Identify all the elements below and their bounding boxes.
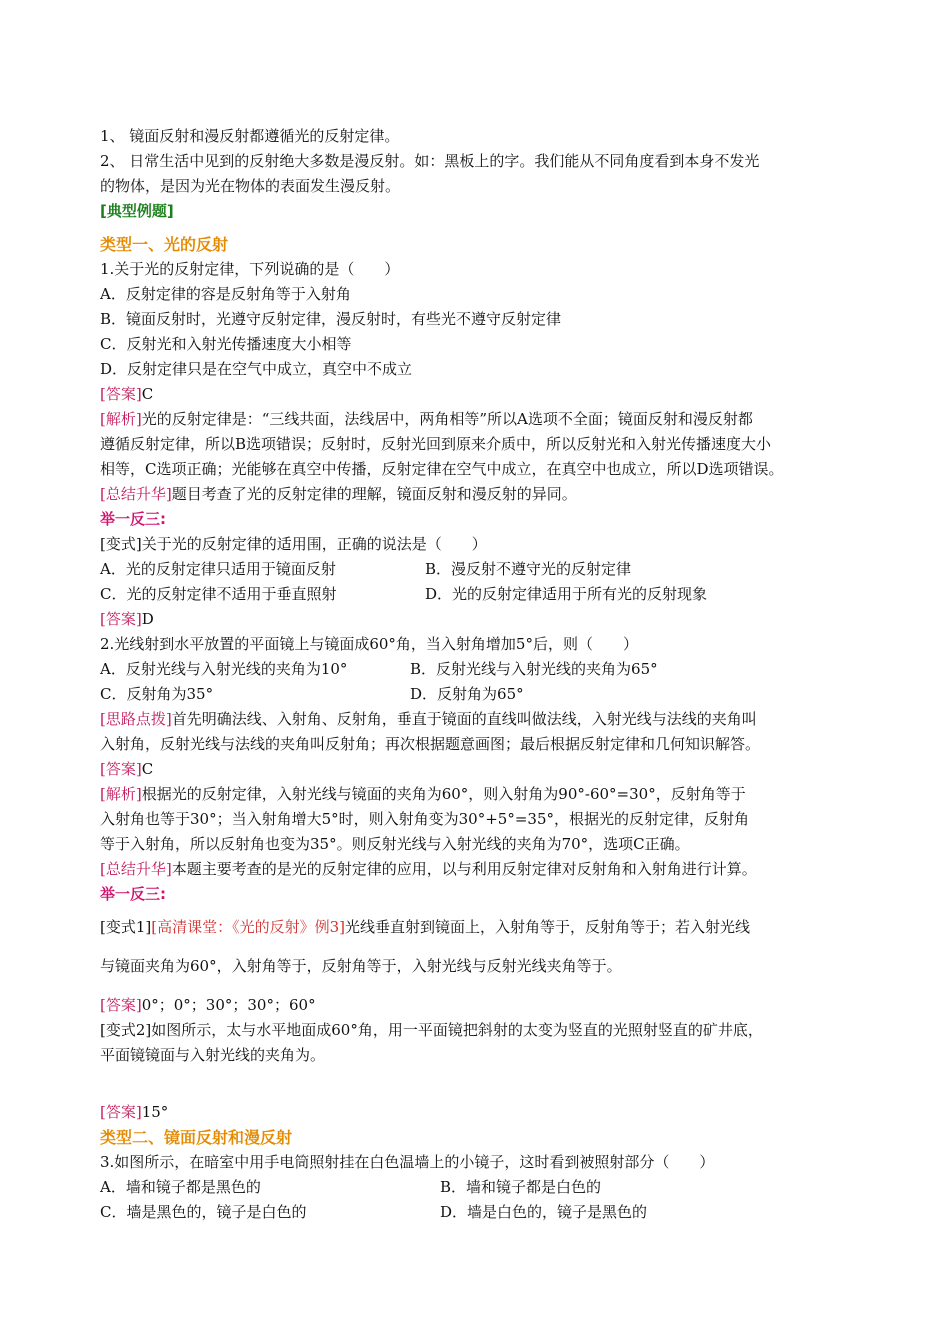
q3-stem: 3.如图所示，在暗室中用手电筒照射挂在白色温墙上的小镜子，这时看到被照射部分（ ） xyxy=(100,1153,715,1171)
q1-answer xyxy=(100,382,860,407)
q2-option-b: B．反射光线与入射光线的夹角为65° xyxy=(410,660,658,678)
q1-analysis-line-1 xyxy=(100,407,860,432)
answer-tag: [答案] xyxy=(100,1103,142,1121)
v1-options-cd xyxy=(100,582,860,607)
variant-tag: [变式1] xyxy=(100,918,152,936)
q1-option-d: D．反射定律只是在空气中成立，真空中不成立 xyxy=(100,360,413,378)
analysis-text: 光的反射定律是：“三线共面，法线居中，两角相等”所以A选项不全面；镜面反射和漫反射都 xyxy=(141,410,753,428)
practice-heading-1: 举一反三: xyxy=(100,510,166,528)
v1-option-a: A．光的反射定律只适用于镜面反射 xyxy=(100,560,336,578)
v1-option-c: C．光的反射定律不适用于垂直照射 xyxy=(100,585,337,603)
intro-point-2-line-1: 2、 日常生活中见到的反射绝大多数是漫反射。如：黑板上的字。我们能从不同角度看到本身不发光 xyxy=(100,152,760,170)
q1-option-b: B．镜面反射时，光遵守反射定律，漫反射时，有些光不遵守反射定律 xyxy=(100,310,562,328)
summary-tag: [总结升华] xyxy=(100,485,172,503)
q3-option-c: C．墙是黑色的，镜子是白色的 xyxy=(100,1203,307,1221)
q1-option-c: C．反射光和入射光传播速度大小相等 xyxy=(100,335,352,353)
v1-answer xyxy=(100,607,860,632)
v2-line-1 xyxy=(100,915,860,940)
v1-options-ab xyxy=(100,557,860,582)
document-page xyxy=(100,124,860,1225)
q1-analysis-line-3: 相等，C选项正确；光能够在真空中传播，反射定律在空气中成立，在真空中也成立，所以D选项错误。 xyxy=(100,460,784,478)
q1-stem: 1.关于光的反射定律，下列说确的是（ ） xyxy=(100,260,400,278)
summary-tag: [总结升华] xyxy=(100,860,172,878)
answer-tag: [答案] xyxy=(100,760,142,778)
q3-option-d: D．墙是白色的，镜子是黑色的 xyxy=(440,1203,648,1221)
answer-tag: [答案] xyxy=(100,610,142,628)
intro-point-2-line-2: 的物体，是因为光在物体的表面发生漫反射。 xyxy=(100,177,401,195)
answer-tag: [答案] xyxy=(100,996,142,1014)
q3-options-ab xyxy=(100,1175,860,1200)
hint-tag: [思路点拨] xyxy=(100,710,172,728)
q2-options-cd xyxy=(100,682,860,707)
q2-stem: 2.光线射到水平放置的平面镜上与镜面成60°角，当入射角增加5°后，则（ ） xyxy=(100,635,638,653)
v3-line-2: 平面镜镜面与入射光线的夹角为。 xyxy=(100,1046,326,1064)
q3-options-cd xyxy=(100,1200,860,1225)
q3-option-b: B．墙和镜子都是白色的 xyxy=(440,1178,602,1196)
section-heading-examples: [典型例题] xyxy=(100,202,174,220)
q2-summary xyxy=(100,857,860,882)
v1-option-b: B．漫反射不遵守光的反射定律 xyxy=(425,560,632,578)
v2-line-2: 与镜面夹角为60°，入射角等于，反射角等于，入射光线与反射光线夹角等于。 xyxy=(100,957,622,975)
v2-answer xyxy=(100,993,860,1018)
q2-option-d: D．反射角为65° xyxy=(410,685,524,703)
v2-text: 光线垂直射到镜面上，入射角等于，反射角等于；若入射光线 xyxy=(345,918,751,936)
type2-heading: 类型二、镜面反射和漫反射 xyxy=(100,1128,293,1147)
q2-analysis-line-3: 等于入射角，所以反射角也变为35°。则反射光线与入射光线的夹角为70°，选项C正确。 xyxy=(100,835,690,853)
q2-answer xyxy=(100,757,860,782)
answer-value: 0°；0°；30°；30°；60° xyxy=(141,996,316,1014)
q1-analysis-line-2: 遵循反射定律，所以B选项错误；反射时，反射光回到原来介质中，所以反射光和入射光传播速度大小 xyxy=(100,435,772,453)
practice-heading-2: 举一反三: xyxy=(100,885,166,903)
intro-point-1: 1、 镜面反射和漫反射都遵循光的反射定律。 xyxy=(100,127,400,145)
q1-summary xyxy=(100,482,860,507)
summary-text: 本题主要考查的是光的反射定律的应用，以与利用反射定律对反射角和入射角进行计算。 xyxy=(171,860,757,878)
hint-text: 首先明确法线、入射角、反射角，垂直于镜面的直线叫做法线，入射光线与法线的夹角叫 xyxy=(171,710,757,728)
answer-value: C xyxy=(141,385,154,403)
lesson-link[interactable]: [高清课堂：《光的反射》例3] xyxy=(151,918,345,936)
answer-value: C xyxy=(141,760,154,778)
answer-tag: [答案] xyxy=(100,385,142,403)
v1-stem: [变式]关于光的反射定律的适用围，正确的说法是（ ） xyxy=(100,535,487,553)
v3-line-1: [变式2]如图所示，太与水平地面成60°角，用一平面镜把斜射的太变为竖直的光照射竖直的矿井底， xyxy=(100,1021,763,1039)
q1-option-a: A．反射定律的容是反射角等于入射角 xyxy=(100,285,351,303)
q3-option-a: A．墙和镜子都是黑色的 xyxy=(100,1178,261,1196)
v1-option-d: D．光的反射定律适用于所有光的反射现象 xyxy=(425,585,708,603)
answer-value: D xyxy=(141,610,154,628)
q2-analysis-line-2: 入射角也等于30°；当入射角增大5°时，则入射角变为30°+5°=35°，根据光的反射定律，反射角 xyxy=(100,810,749,828)
type1-heading: 类型一、光的反射 xyxy=(100,235,229,254)
analysis-tag: [解析] xyxy=(100,410,142,428)
v3-answer xyxy=(100,1100,860,1125)
q2-hint-line-2: 入射角，反射光线与法线的夹角叫反射角；再次根据题意画图；最后根据反射定律和几何知识解答。 xyxy=(100,735,761,753)
q2-analysis-line-1 xyxy=(100,782,860,807)
q2-option-c: C．反射角为35° xyxy=(100,685,214,703)
analysis-text: 根据光的反射定律，入射光线与镜面的夹角为60°，则入射角为90°-60°=30°，反射角等于 xyxy=(141,785,746,803)
q2-option-a: A．反射光线与入射光线的夹角为10° xyxy=(100,660,348,678)
q2-hint-line-1 xyxy=(100,707,860,732)
q2-options-ab xyxy=(100,657,860,682)
answer-value: 15° xyxy=(141,1103,169,1121)
summary-text: 题目考查了光的反射定律的理解，镜面反射和漫反射的异同。 xyxy=(171,485,577,503)
analysis-tag: [解析] xyxy=(100,785,142,803)
